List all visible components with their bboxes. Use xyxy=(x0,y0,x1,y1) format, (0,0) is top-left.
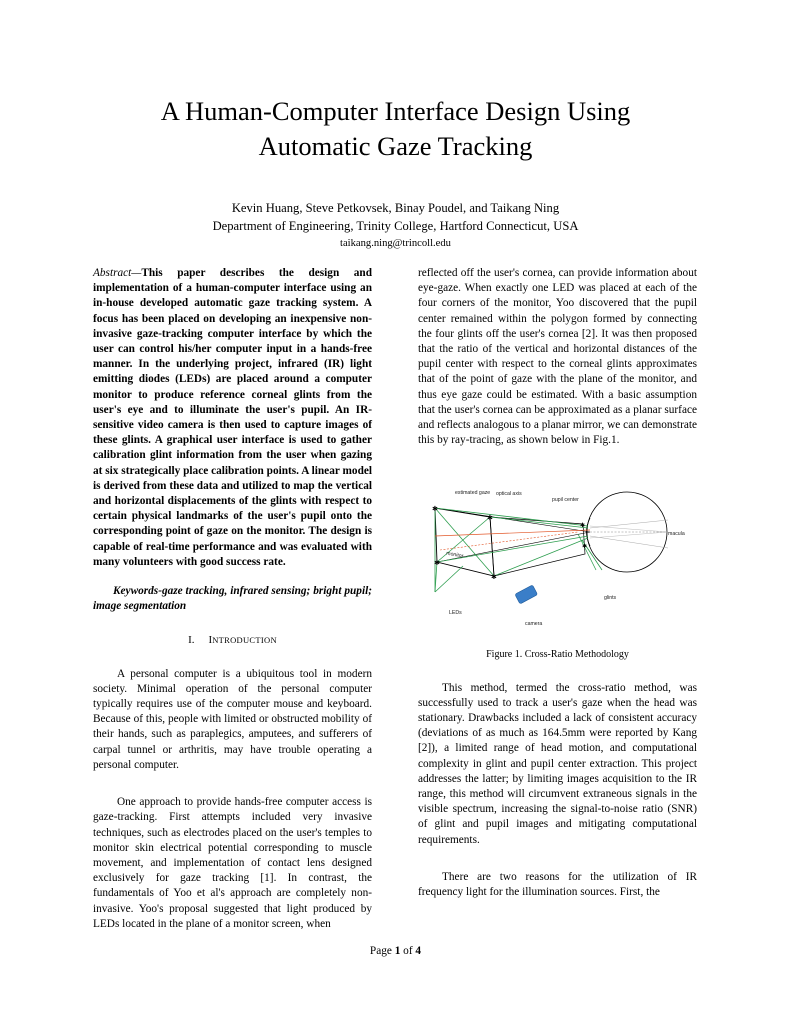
section-number: I. xyxy=(188,634,195,647)
page-footer xyxy=(0,945,791,957)
label-glints: glints xyxy=(604,595,617,602)
right-paragraph-3: There are two reasons for the utilization of IR frequency light for the illumination sources. First, the xyxy=(418,870,697,899)
left-column xyxy=(93,266,372,932)
right-column xyxy=(418,266,697,900)
dashed-ray-2 xyxy=(590,536,668,548)
figure-cross-ratio xyxy=(418,490,697,628)
footer-prefix: Page xyxy=(369,945,395,957)
ray-green-5 xyxy=(490,517,588,528)
label-leds: LEDs xyxy=(449,610,462,617)
glint-pointer-1 xyxy=(578,534,596,570)
title-line-2: Automatic Gaze Tracking xyxy=(258,131,533,161)
author-names: Kevin Huang, Steve Petkovsek, Binay Poudel, and Taikang Ning xyxy=(231,201,560,215)
led-marker-4: ✱ xyxy=(491,573,497,582)
right-paragraph-2: This method, termed the cross-ratio method, was successfully used to track a user's gaze when the head was stationary. Drawbacks included a lack of consistent accuracy (deviations of as much as 164.5mm were reported by Kang [2]), a limited range of head motion, and computational complexity in glint and pupil center extraction. This project addresses the latter; by limiting images acquisition to the IR range, this method will circumvent extraneous signals in the visible spectrum, increasing the signal-to-noise ratio (SNR) of glint and pupil images and mitigating computational requirements. xyxy=(418,681,697,846)
ray-black-1 xyxy=(435,508,590,532)
abstract xyxy=(93,266,372,570)
section-title-rest: NTRODUCTION xyxy=(212,635,277,646)
glint-marker-2: ✱ xyxy=(582,544,588,551)
dashed-ray-4 xyxy=(590,532,668,538)
label-camera: camera xyxy=(525,621,543,628)
author-email[interactable]: taikang.ning@trincoll.edu xyxy=(340,238,451,249)
label-estimated-gaze: estimated gaze xyxy=(455,490,491,497)
footer-page-number: 1 xyxy=(394,945,401,957)
led-marker-1: ✱ xyxy=(432,505,438,514)
intro-paragraph-1: A personal computer is a ubiquitous tool in modern society. Minimal operation of the personal computer typically requires use of the computer mouse and keyboard. Because of this, people with limited or obstructed mobility of their hands, such as paraplegics, amputees, and sufferers of carpal tunnel or arthritis, may have trouble operating a personal computer. xyxy=(93,667,372,771)
title-line-1: A Human-Computer Interface Design Using xyxy=(160,96,631,126)
ray-green-3 xyxy=(435,508,588,526)
dashed-ray-3 xyxy=(590,526,668,532)
abstract-lead: Abstract— xyxy=(93,267,142,279)
paper-title xyxy=(0,94,791,164)
led-marker-2: ✱ xyxy=(487,514,493,523)
author-affiliation: Department of Engineering, Trinity College, Hartford Connecticut, USA xyxy=(212,219,579,233)
label-monitor: monitor xyxy=(445,550,464,560)
label-macula: macula xyxy=(668,531,685,538)
author-block xyxy=(0,199,791,252)
footer-page-total: 4 xyxy=(415,945,422,957)
label-optical-axis: optical axis xyxy=(496,491,522,498)
ray-green-1 xyxy=(435,508,494,576)
led-pointer-3 xyxy=(435,566,463,592)
section-heading-introduction xyxy=(93,633,372,648)
footer-middle: of xyxy=(400,945,416,957)
section-title-initial: I xyxy=(208,634,213,647)
label-pupil-center: pupil center xyxy=(552,497,579,504)
right-paragraph-1: reflected off the user's cornea, can provide information about eye-gaze. When exactly one LED was placed at each of the four corners of the monitor, Yoo discovered that the pupil center remained within the polygon formed by connecting the four glints off the user's cornea [2]. It was then proposed that the ratio of the vertical and horizontal distances of the pupil center with respect to the corneal glints approximates that of the point of gaze with the plane of the monitor, and thus eye gaze could be estimated. With a basic assumption that the user's cornea can be approximated as a planar surface and reflects analogous to a planar mirror, we can demonstrate this by ray-tracing, as shown below in Fig.1. xyxy=(418,267,697,447)
camera-body xyxy=(515,585,538,604)
figure-caption: Figure 1. Cross-Ratio Methodology xyxy=(486,649,629,661)
abstract-text: This paper describes the design and implementation of a human-computer interface using an in-house developed automatic gaze tracking system. A focus has been placed on developing an inexpensive non-invasive gaze-tracking computer interface by which the user can control his/her computer input in a hands-free manner. In the underlying project, infrared (IR) light emitting diodes (LEDs) are placed around a computer monitor to produce reference corneal glints from the user's eye and to illuminate the user's pupil. An IR-sensitive video camera is then used to capture images of these glints. A graphical user interface is used to gather calibration glint information from the user when gazing at six strategically place calibration points. A linear model is derived from these data and utilized to map the vertical and horizontal displacements of the glints with respect to certain physical landmarks of the user's pupil onto the corresponding point of gaze on the monitor. The design is capable of real-time performance and was evaluated with many volunteers with good success rate. xyxy=(93,267,372,568)
led-marker-3: ✱ xyxy=(434,559,440,568)
glint-marker-1: ✱ xyxy=(580,523,586,530)
estimate-line-1 xyxy=(435,530,590,536)
keywords: Keywords-gaze tracking, infrared sensing; bright pupil; image segmentation xyxy=(93,585,372,613)
intro-paragraph-2: One approach to provide hands-free computer access is gaze-tracking. First attempts included very invasive techniques, such as electrodes placed on the user's temples to monitor skin electrical potential corresponding to muscle movement, and implementation of contact lens designed exclusively for gaze tracking [1]. In contrast, the fundamentals of Yoo et al's approach are completely non-invasive. Yoo's proposal suggested that light produced by LEDs located in the plane of a monitor screen, when xyxy=(93,796,372,930)
